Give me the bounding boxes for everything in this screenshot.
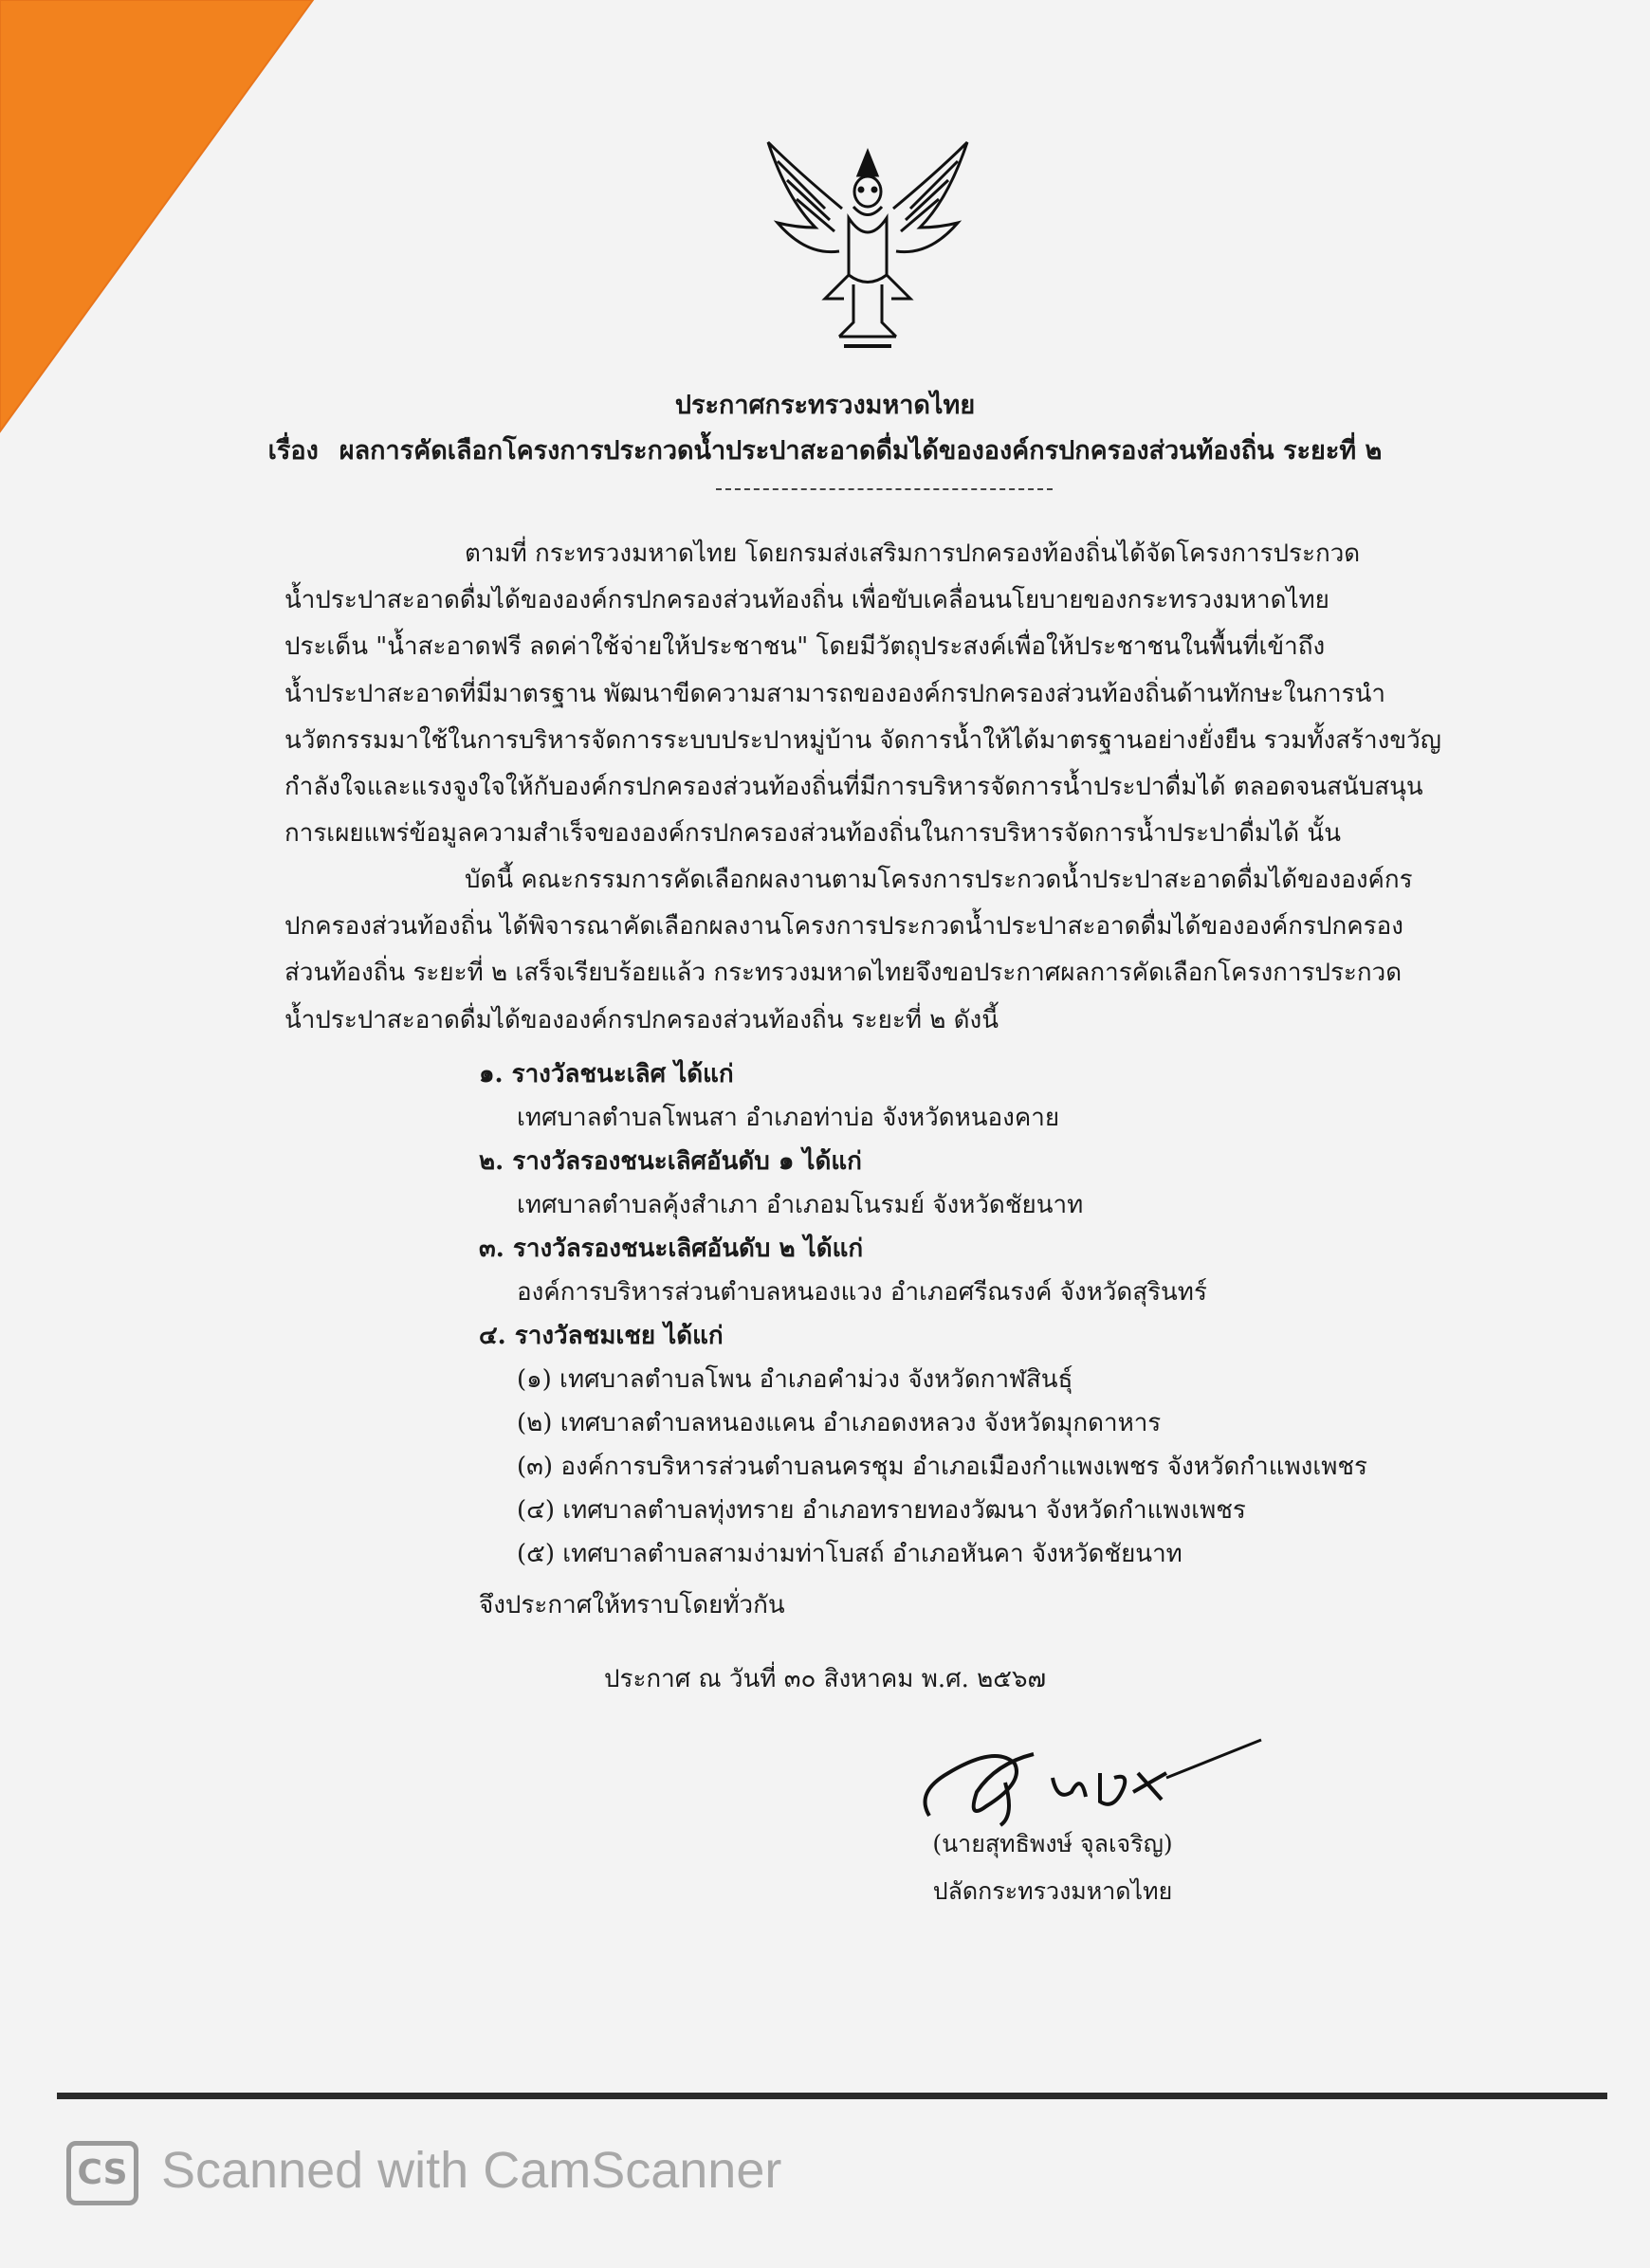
paragraph-line: ประเด็น "น้ำสะอาดฟรี ลดค่าใช้จ่ายให้ประชาชน" โดยมีวัตถุประสงค์เพื่อให้ประชาชนในพื้นที่เข้าถึง bbox=[284, 632, 1326, 662]
paragraph-line: นวัตกรรมมาใช้ในการบริหารจัดการระบบประปาหมู่บ้าน จัดการน้ำให้ได้มาตรฐานอย่างยั่งยืน รวมทั้งสร้างขวัญ bbox=[284, 725, 1441, 755]
garuda-emblem-icon bbox=[759, 133, 977, 351]
paragraph-line: การเผยแพร่ข้อมูลความสำเร็จขององค์กรปกครองส่วนท้องถิ่นในการบริหารจัดการน้ำประปาดื่มได้ นั้น bbox=[284, 819, 1341, 849]
paragraph-line: กำลังใจและแรงจูงใจให้กับองค์กรปกครองส่วนท้องถิ่นที่มีการบริหารจัดการน้ำประปาดื่มได้ ตลอดจนสนับสนุน bbox=[284, 773, 1423, 802]
paragraph-line: น้ำประปาสะอาดดื่มได้ขององค์กรปกครองส่วนท้องถิ่น เพื่อขับเคลื่อนนโยบายของกระทรวงมหาดไทย bbox=[284, 586, 1329, 615]
paragraph-line: ตามที่ กระทรวงมหาดไทย โดยกรมส่งเสริมการปกครองท้องถิ่นได้จัดโครงการประกวด bbox=[465, 540, 1361, 568]
paragraph-1 bbox=[284, 531, 1479, 857]
scanner-watermark-text: Scanned with CamScanner bbox=[161, 2142, 782, 2199]
camscanner-logo-icon: CS bbox=[66, 2141, 138, 2205]
award-winner: (๒) เทศบาลตำบลหนองแคน อำเภอดงหลวง จังหวัดมุกดาหาร bbox=[517, 1409, 1162, 1437]
award-heading: ๑. รางวัลชนะเลิศ ได้แก่ bbox=[479, 1060, 734, 1088]
paragraph-line: ส่วนท้องถิ่น ระยะที่ ๒ เสร็จเรียบร้อยแล้ว กระทรวงมหาดไทยจึงขอประกาศผลการคัดเลือกโครงการประกวด bbox=[284, 959, 1402, 988]
page-bottom-border bbox=[57, 2093, 1607, 2099]
paragraph-line: น้ำประปาสะอาดที่มีมาตรฐาน พัฒนาขีดความสามารถขององค์กรปกครองส่วนท้องถิ่นด้านทักษะในการนำ bbox=[284, 679, 1385, 708]
award-winner: เทศบาลตำบลโพนสา อำเภอท่าบ่อ จังหวัดหนองคาย bbox=[517, 1104, 1060, 1132]
award-winner: (๑) เทศบาลตำบลโพน อำเภอคำม่วง จังหวัดกาฬสินธุ์ bbox=[517, 1365, 1073, 1394]
document-subject bbox=[0, 430, 1650, 470]
award-heading: ๔. รางวัลชมเชย ได้แก่ bbox=[479, 1322, 724, 1350]
award-winner: (๔) เทศบาลตำบลทุ่งทราย อำเภอทรายทองวัฒนา จังหวัดกำแพงเพชร bbox=[517, 1496, 1246, 1525]
paragraph-line: น้ำประปาสะอาดดื่มได้ขององค์กรปกครองส่วนท้องถิ่น ระยะที่ ๒ ดังนี้ bbox=[284, 1005, 999, 1034]
subject-text: ผลการคัดเลือกโครงการประกวดน้ำประปาสะอาดดื่มได้ขององค์กรปกครองส่วนท้องถิ่น ระยะที่ ๒ bbox=[339, 436, 1383, 466]
signature-icon bbox=[910, 1726, 1271, 1830]
signatory-name: (นายสุทธิพงษ์ จุลเจริญ) bbox=[932, 1830, 1173, 1857]
paragraph-line: ปกครองส่วนท้องถิ่น ได้พิจารณาคัดเลือกผลงานโครงการประกวดน้ำประปาสะอาดดื่มได้ขององค์กรปกครอง bbox=[284, 912, 1403, 942]
signatory-position: ปลัดกระทรวงมหาดไทย bbox=[932, 1877, 1173, 1905]
orange-corner-decoration bbox=[0, 0, 322, 436]
award-winner: (๕) เทศบาลตำบลสามง่ามท่าโบสถ์ อำเภอหันคา จังหวัดชัยนาท bbox=[517, 1540, 1182, 1568]
document-title: ประกาศกระทรวงมหาดไทย bbox=[674, 391, 976, 420]
paragraph-2 bbox=[284, 857, 1479, 1044]
award-winner: เทศบาลตำบลคุ้งสำเภา อำเภอมโนรมย์ จังหวัดชัยนาท bbox=[517, 1191, 1084, 1219]
award-heading: ๒. รางวัลรองชนะเลิศอันดับ ๑ ได้แก่ bbox=[479, 1147, 862, 1176]
award-winner: องค์การบริหารส่วนตำบลหนองแวง อำเภอศรีณรงค์ จังหวัดสุรินทร์ bbox=[517, 1278, 1207, 1307]
award-heading: ๓. รางวัลรองชนะเลิศอันดับ ๒ ได้แก่ bbox=[479, 1235, 864, 1263]
title-divider bbox=[716, 488, 1053, 490]
closing-statement: จึงประกาศให้ทราบโดยทั่วกัน bbox=[479, 1591, 785, 1619]
award-winner: (๓) องค์การบริหารส่วนตำบลนครชุม อำเภอเมืองกำแพงเพชร จังหวัดกำแพงเพชร bbox=[517, 1453, 1367, 1481]
announcement-date: ประกาศ ณ วันที่ ๓๐ สิงหาคม พ.ศ. ๒๕๖๗ bbox=[603, 1665, 1047, 1693]
paragraph-line: บัดนี้ คณะกรรมการคัดเลือกผลงานตามโครงการประกวดน้ำประปาสะอาดดื่มได้ขององค์กร bbox=[465, 866, 1413, 894]
subject-label: เรื่อง bbox=[267, 436, 319, 466]
